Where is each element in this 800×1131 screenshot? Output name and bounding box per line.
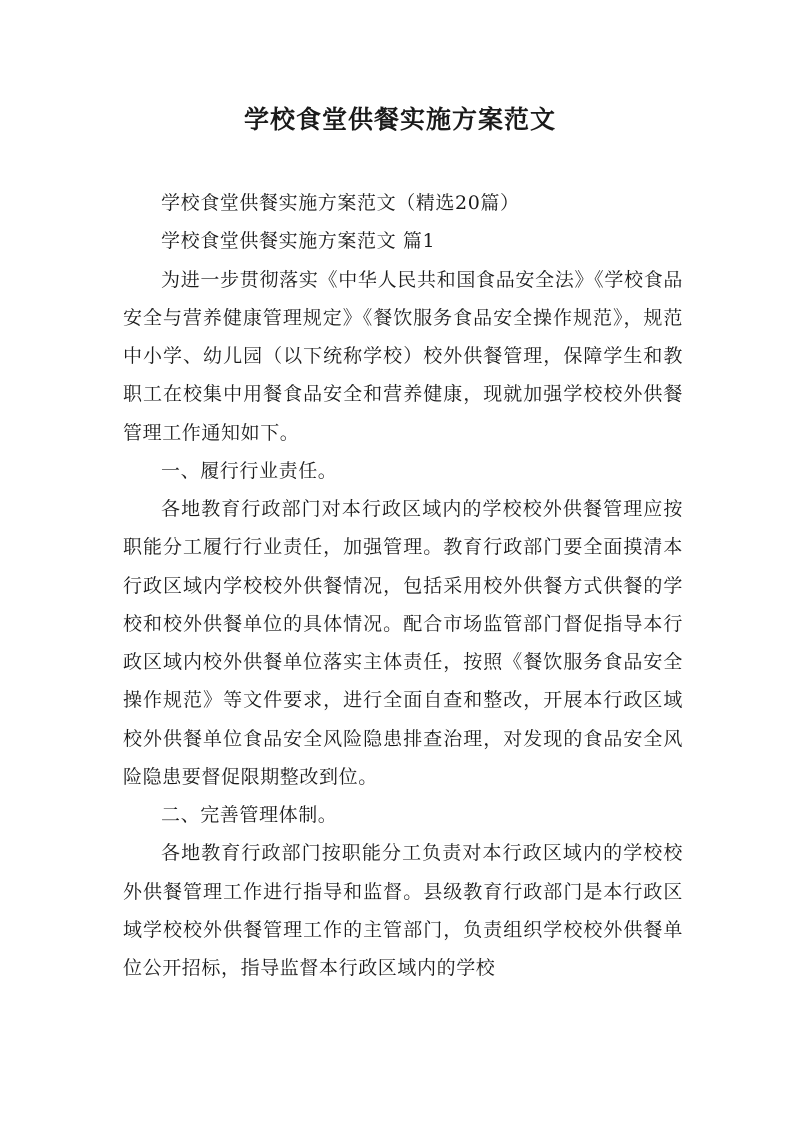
section-heading-paragraph: 二、完善管理体制。 [161, 804, 338, 826]
body-paragraph: 为进一步贯彻落实《中华人民共和国食品安全法》《学校食品安全与营养健康管理规定》《餐饮服务食品安全操作规范》，规范中小学、幼儿园（以下统称学校）校外供餐管理，保障学生和教职工在校集中用餐食品安全和营养健康，现就加强学校校外供餐管理工作通知如下。 [123, 268, 683, 444]
document-title: 学校食堂供餐实施方案范文 [243, 105, 556, 134]
document-body [123, 184, 683, 987]
section-heading-paragraph: 一、履行行业责任。 [161, 459, 338, 482]
subtitle-paragraph: 学校食堂供餐实施方案范文（精选20篇） [161, 192, 520, 214]
body-paragraph: 各地教育行政部门对本行政区域内的学校校外供餐管理应按职能分工履行行业责任，加强管理。教育行政部门要全面摸清本行政区域内学校校外供餐情况，包括采用校外供餐方式供餐的学校和校外供餐单位的具体情况。配合市场监管部门督促指导本行政区域内校外供餐单位落实主体责任，按照《餐饮服务食品安全操作规范》等文件要求，进行全面自查和整改，开展本行政区域校外供餐单位食品安全风险隐患排查治理，对发现的食品安全风险隐患要督促限期整改到位。 [123, 498, 683, 788]
body-paragraph: 各地教育行政部门按职能分工负责对本行政区域内的学校校外供餐管理工作进行指导和监督。县级教育行政部门是本行政区域学校校外供餐管理工作的主管部门，负责组织学校校外供餐单位公开招标，指导监督本行政区域内的学校 [123, 842, 683, 979]
section-heading-paragraph: 学校食堂供餐实施方案范文 篇1 [161, 230, 436, 253]
